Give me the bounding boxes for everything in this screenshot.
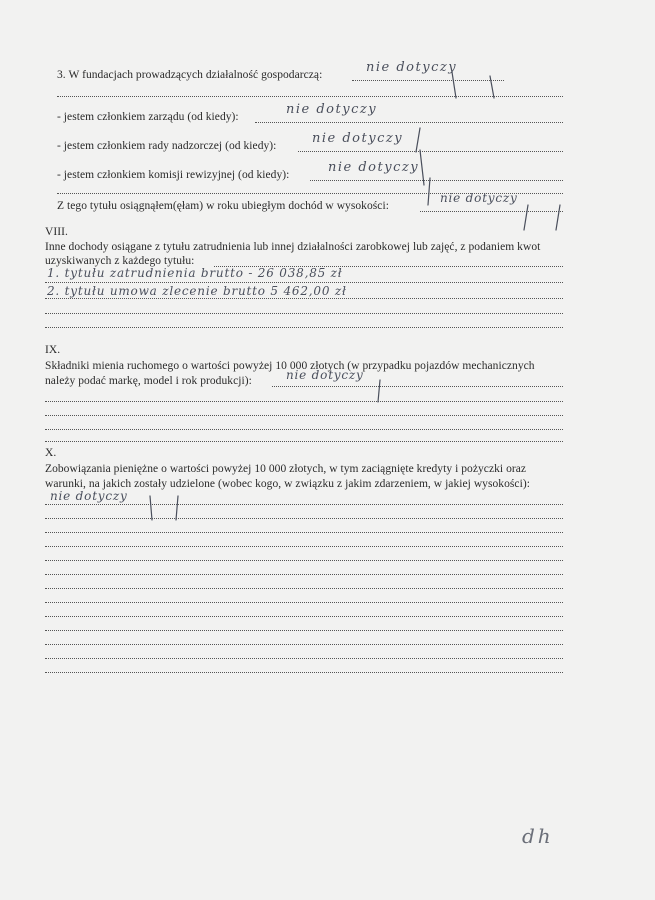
audit-handwritten-value: nie dotyczy (328, 160, 420, 175)
supervisory-label: - jestem członkiem rady nadzorczej (od kiedy): (57, 140, 277, 152)
supervisory-handwritten-value: nie dotyczy (312, 131, 404, 146)
section-ix-text-line1: Składniki mienia ruchomego o wartości powyżej 10 000 złotych (w przypadku pojazdów mechanicznych (45, 360, 535, 372)
section-x-handwritten-value: nie dotyczy (50, 489, 128, 503)
section-x-heading: X. (45, 447, 57, 459)
section-ix-text-line2: należy podać markę, model i rok produkcji): (45, 375, 252, 387)
item3-handwritten-value: nie dotyczy (366, 60, 458, 75)
item3-label: 3. W fundacjach prowadzących działalność gospodarczą: (57, 69, 323, 81)
board-handwritten-value: nie dotyczy (286, 102, 378, 117)
section-ix-heading: IX. (45, 344, 61, 356)
section-x-text-line2: warunki, na jakich zostały udzielone (wobec kogo, w związku z jakim zdarzeniem, w jakiej wysokości): (45, 478, 530, 490)
board-label: - jestem członkiem zarządu (od kiedy): (57, 111, 239, 123)
income-label: Z tego tytułu osiągnąłem(ęłam) w roku ubiegłym dochód w wysokości: (57, 200, 389, 212)
income-handwritten-value: nie dotyczy (440, 191, 518, 205)
section-x-text-line1: Zobowiązania pieniężne o wartości powyżej 10 000 złotych, w tym zaciągnięte kredyty i pożyczki oraz (45, 463, 527, 475)
signature-initials: dh (522, 824, 554, 848)
audit-label: - jestem członkiem komisji rewizyjnej (od kiedy): (57, 169, 290, 181)
income-entry-1: 1. tytułu zatrudnienia brutto - 26 038,85 zł (47, 266, 343, 280)
section-viii-text-line1: Inne dochody osiągane z tytułu zatrudnienia lub innej działalności zarobkowej lub zajęć, z podaniem kwot (45, 241, 541, 253)
section-viii-heading: VIII. (45, 226, 68, 238)
income-entry-2: 2. tytułu umowa zlecenie brutto 5 462,00 zł (47, 284, 347, 298)
section-viii-text-line2: uzyskiwanych z każdego tytułu: (45, 255, 195, 267)
section-ix-handwritten-value: nie dotyczy (286, 368, 364, 382)
